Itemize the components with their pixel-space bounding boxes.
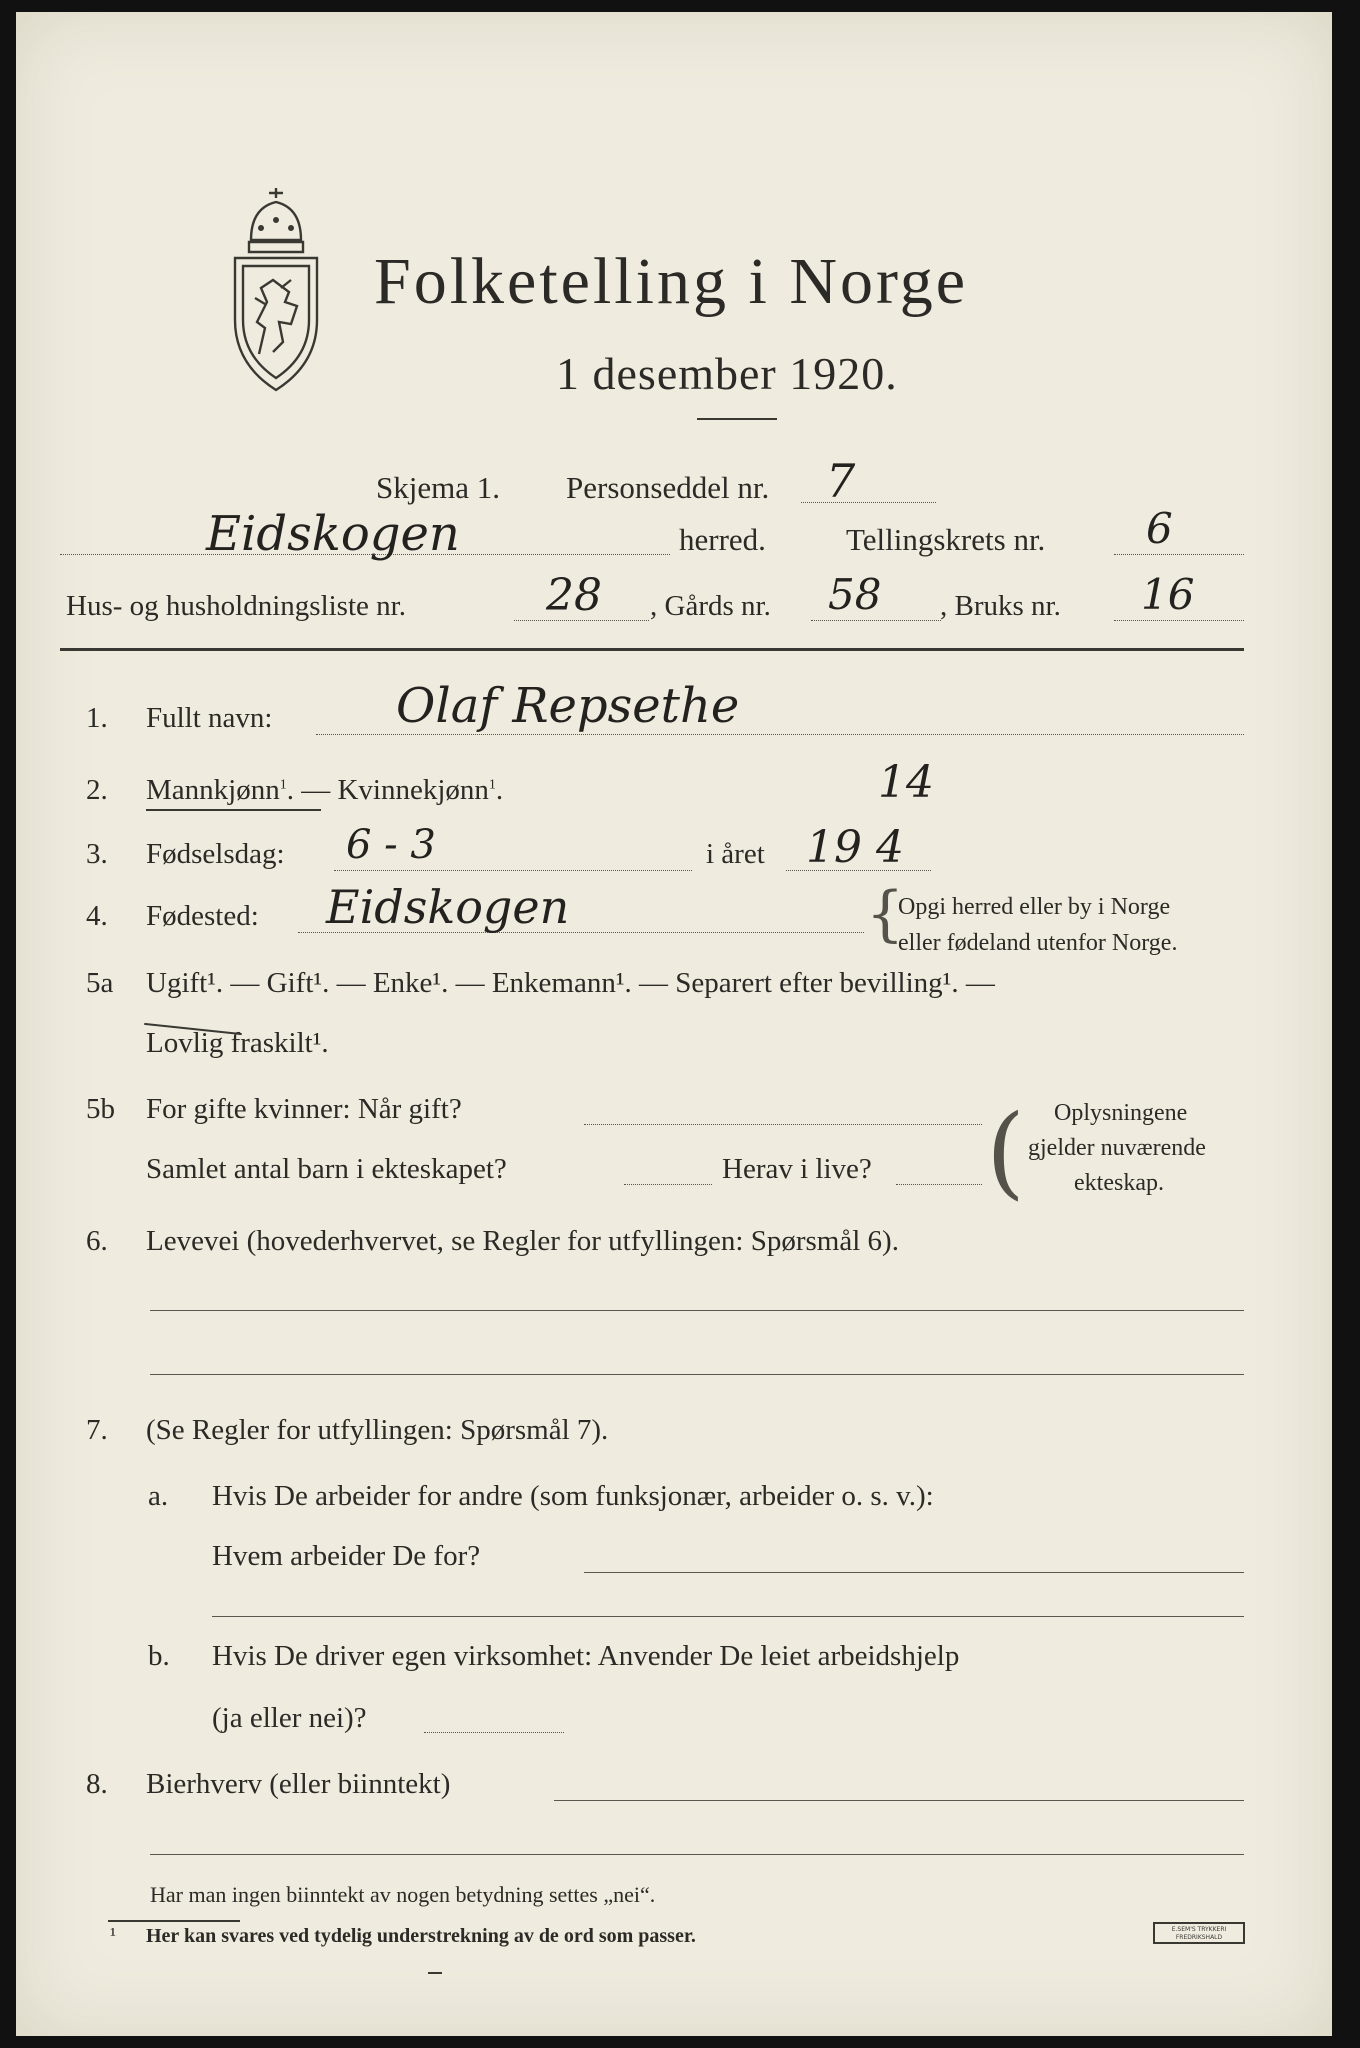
footer-note: Har man ingen biinntekt av nogen betydning settes „nei“. — [150, 1882, 656, 1907]
gards-label: , Gårds nr. — [650, 590, 771, 622]
q7a-answer-line2 — [212, 1616, 1244, 1617]
q5b-note2: gjelder nuværende — [1028, 1135, 1206, 1161]
form-date: 1 desember 1920. — [556, 348, 898, 399]
tellingskrets-label: Tellingskrets nr. — [846, 522, 1046, 557]
q2-female: Kvinnekjønn — [337, 774, 489, 806]
q5b-line2b: Herav i live? — [722, 1153, 872, 1185]
q7b-number: b. — [148, 1640, 170, 1672]
q7a-line1: Hvis De arbeider for andre (som funksjonær, arbeider o. s. v.): — [212, 1480, 934, 1512]
q5b-live-line — [896, 1184, 982, 1185]
bruks-label: , Bruks nr. — [940, 590, 1061, 622]
q4-value: Eidskogen — [326, 880, 570, 934]
q7a-number: a. — [148, 1480, 169, 1512]
personseddel-line — [801, 502, 936, 503]
q6-line2 — [150, 1374, 1244, 1375]
q7b-line1: Hvis De driver egen virksomhet: Anvender De leiet arbeidshjelp — [212, 1640, 960, 1672]
footer-dash — [428, 1972, 442, 1974]
q5b-number: 5b — [86, 1093, 115, 1125]
footnote-mark: ¹ — [110, 1924, 116, 1946]
skjema-label: Skjema 1. — [376, 470, 500, 505]
q3-number: 3. — [86, 838, 108, 870]
tellingskrets-line — [1114, 554, 1244, 555]
coat-of-arms-icon — [221, 184, 331, 392]
gards-line — [811, 620, 941, 621]
footnote-rule — [108, 1920, 240, 1922]
q3-label: Fødselsdag: — [146, 838, 285, 870]
q4-note-line2: eller fødeland utenfor Norge. — [898, 930, 1178, 956]
q5a-line2: Lovlig fraskilt¹. — [146, 1027, 329, 1059]
q5b-gift-line — [584, 1124, 982, 1125]
q2-number: 2. — [86, 774, 108, 806]
hus-label: Hus- og husholdningsliste nr. — [66, 590, 406, 622]
q1-label: Fullt navn: — [146, 702, 273, 734]
personseddel-value: 7 — [826, 454, 856, 508]
hus-value: 28 — [546, 570, 602, 621]
bruks-value: 16 — [1141, 570, 1195, 619]
q8-label: Bierhverv (eller biinntekt) — [146, 1768, 451, 1800]
q6-line1 — [150, 1310, 1244, 1311]
q5b-note1: Oplysningene — [1054, 1100, 1188, 1126]
q8-answer-line2 — [150, 1854, 1244, 1855]
q5b-line2a: Samlet antal barn i ekteskapet? — [146, 1153, 507, 1185]
q3-year-struck: 4 — [876, 822, 904, 873]
q7-label: (Se Regler for utfyllingen: Spørsmål 7). — [146, 1414, 609, 1446]
q6-number: 6. — [86, 1225, 108, 1257]
q7a-answer-line1 — [584, 1572, 1244, 1573]
q3-year-value: 19 — [806, 822, 862, 873]
q5b-note3: ekteskap. — [1074, 1170, 1164, 1196]
herred-label: herred. — [679, 522, 766, 557]
herred-value: Eidskogen — [206, 506, 460, 562]
q3-year-correction: 14 — [878, 757, 934, 808]
q5a-line1: Ugift¹. — Gift¹. — Enke¹. — Enkemann¹. — Separert efter bevilling¹. — — [146, 967, 995, 999]
q8-answer-line1 — [554, 1800, 1244, 1801]
q3-line — [334, 870, 692, 871]
q2-male: Mannkjønn — [146, 774, 280, 806]
q5b-note-brace: ( — [986, 1093, 1026, 1210]
q4-note-line1: Opgi herred eller by i Norge — [898, 894, 1171, 920]
title-divider — [697, 418, 777, 420]
q8-number: 8. — [86, 1768, 108, 1800]
q6-label: Levevei (hovederhvervet, se Regler for utfyllingen: Spørsmål 6). — [146, 1225, 899, 1257]
q1-value: Olaf Repsethe — [396, 678, 740, 734]
tellingskrets-value: 6 — [1146, 504, 1173, 553]
footnote-text: Her kan svares ved tydelig understrekning av de ord som passer. — [146, 1925, 696, 1947]
q7a-line2: Hvem arbeider De for? — [212, 1540, 481, 1572]
q7b-answer-line — [424, 1732, 564, 1733]
q1-number: 1. — [86, 702, 108, 734]
q5a-number: 5a — [86, 967, 114, 999]
personseddel-label: Personseddel nr. — [566, 470, 770, 505]
q3-value: 6 - 3 — [346, 822, 436, 868]
q3-year-label: i året — [706, 838, 765, 870]
q5b-barn-line — [624, 1184, 712, 1185]
bruks-line — [1114, 620, 1244, 621]
q7b-line2: (ja eller nei)? — [212, 1702, 367, 1734]
q1-line — [316, 734, 1244, 735]
q4-number: 4. — [86, 900, 108, 932]
form-title: Folketelling i Norge — [374, 245, 969, 318]
q2-male-underline — [146, 809, 321, 811]
q7-number: 7. — [86, 1414, 108, 1446]
census-form-sheet — [16, 12, 1332, 2036]
q5b-line1: For gifte kvinner: Når gift? — [146, 1093, 462, 1125]
gards-value: 58 — [828, 570, 882, 619]
q4-label: Fødested: — [146, 900, 259, 932]
header-rule — [60, 648, 1244, 651]
q2-options: Mannkjønn$^1$. — Kvinnekjønn$^1$. — [146, 774, 504, 806]
printer-stamp: E.SEM'S TRYKKERI FREDRIKSHALD — [1153, 1922, 1245, 1944]
q4-note-brace: { — [866, 879, 905, 949]
